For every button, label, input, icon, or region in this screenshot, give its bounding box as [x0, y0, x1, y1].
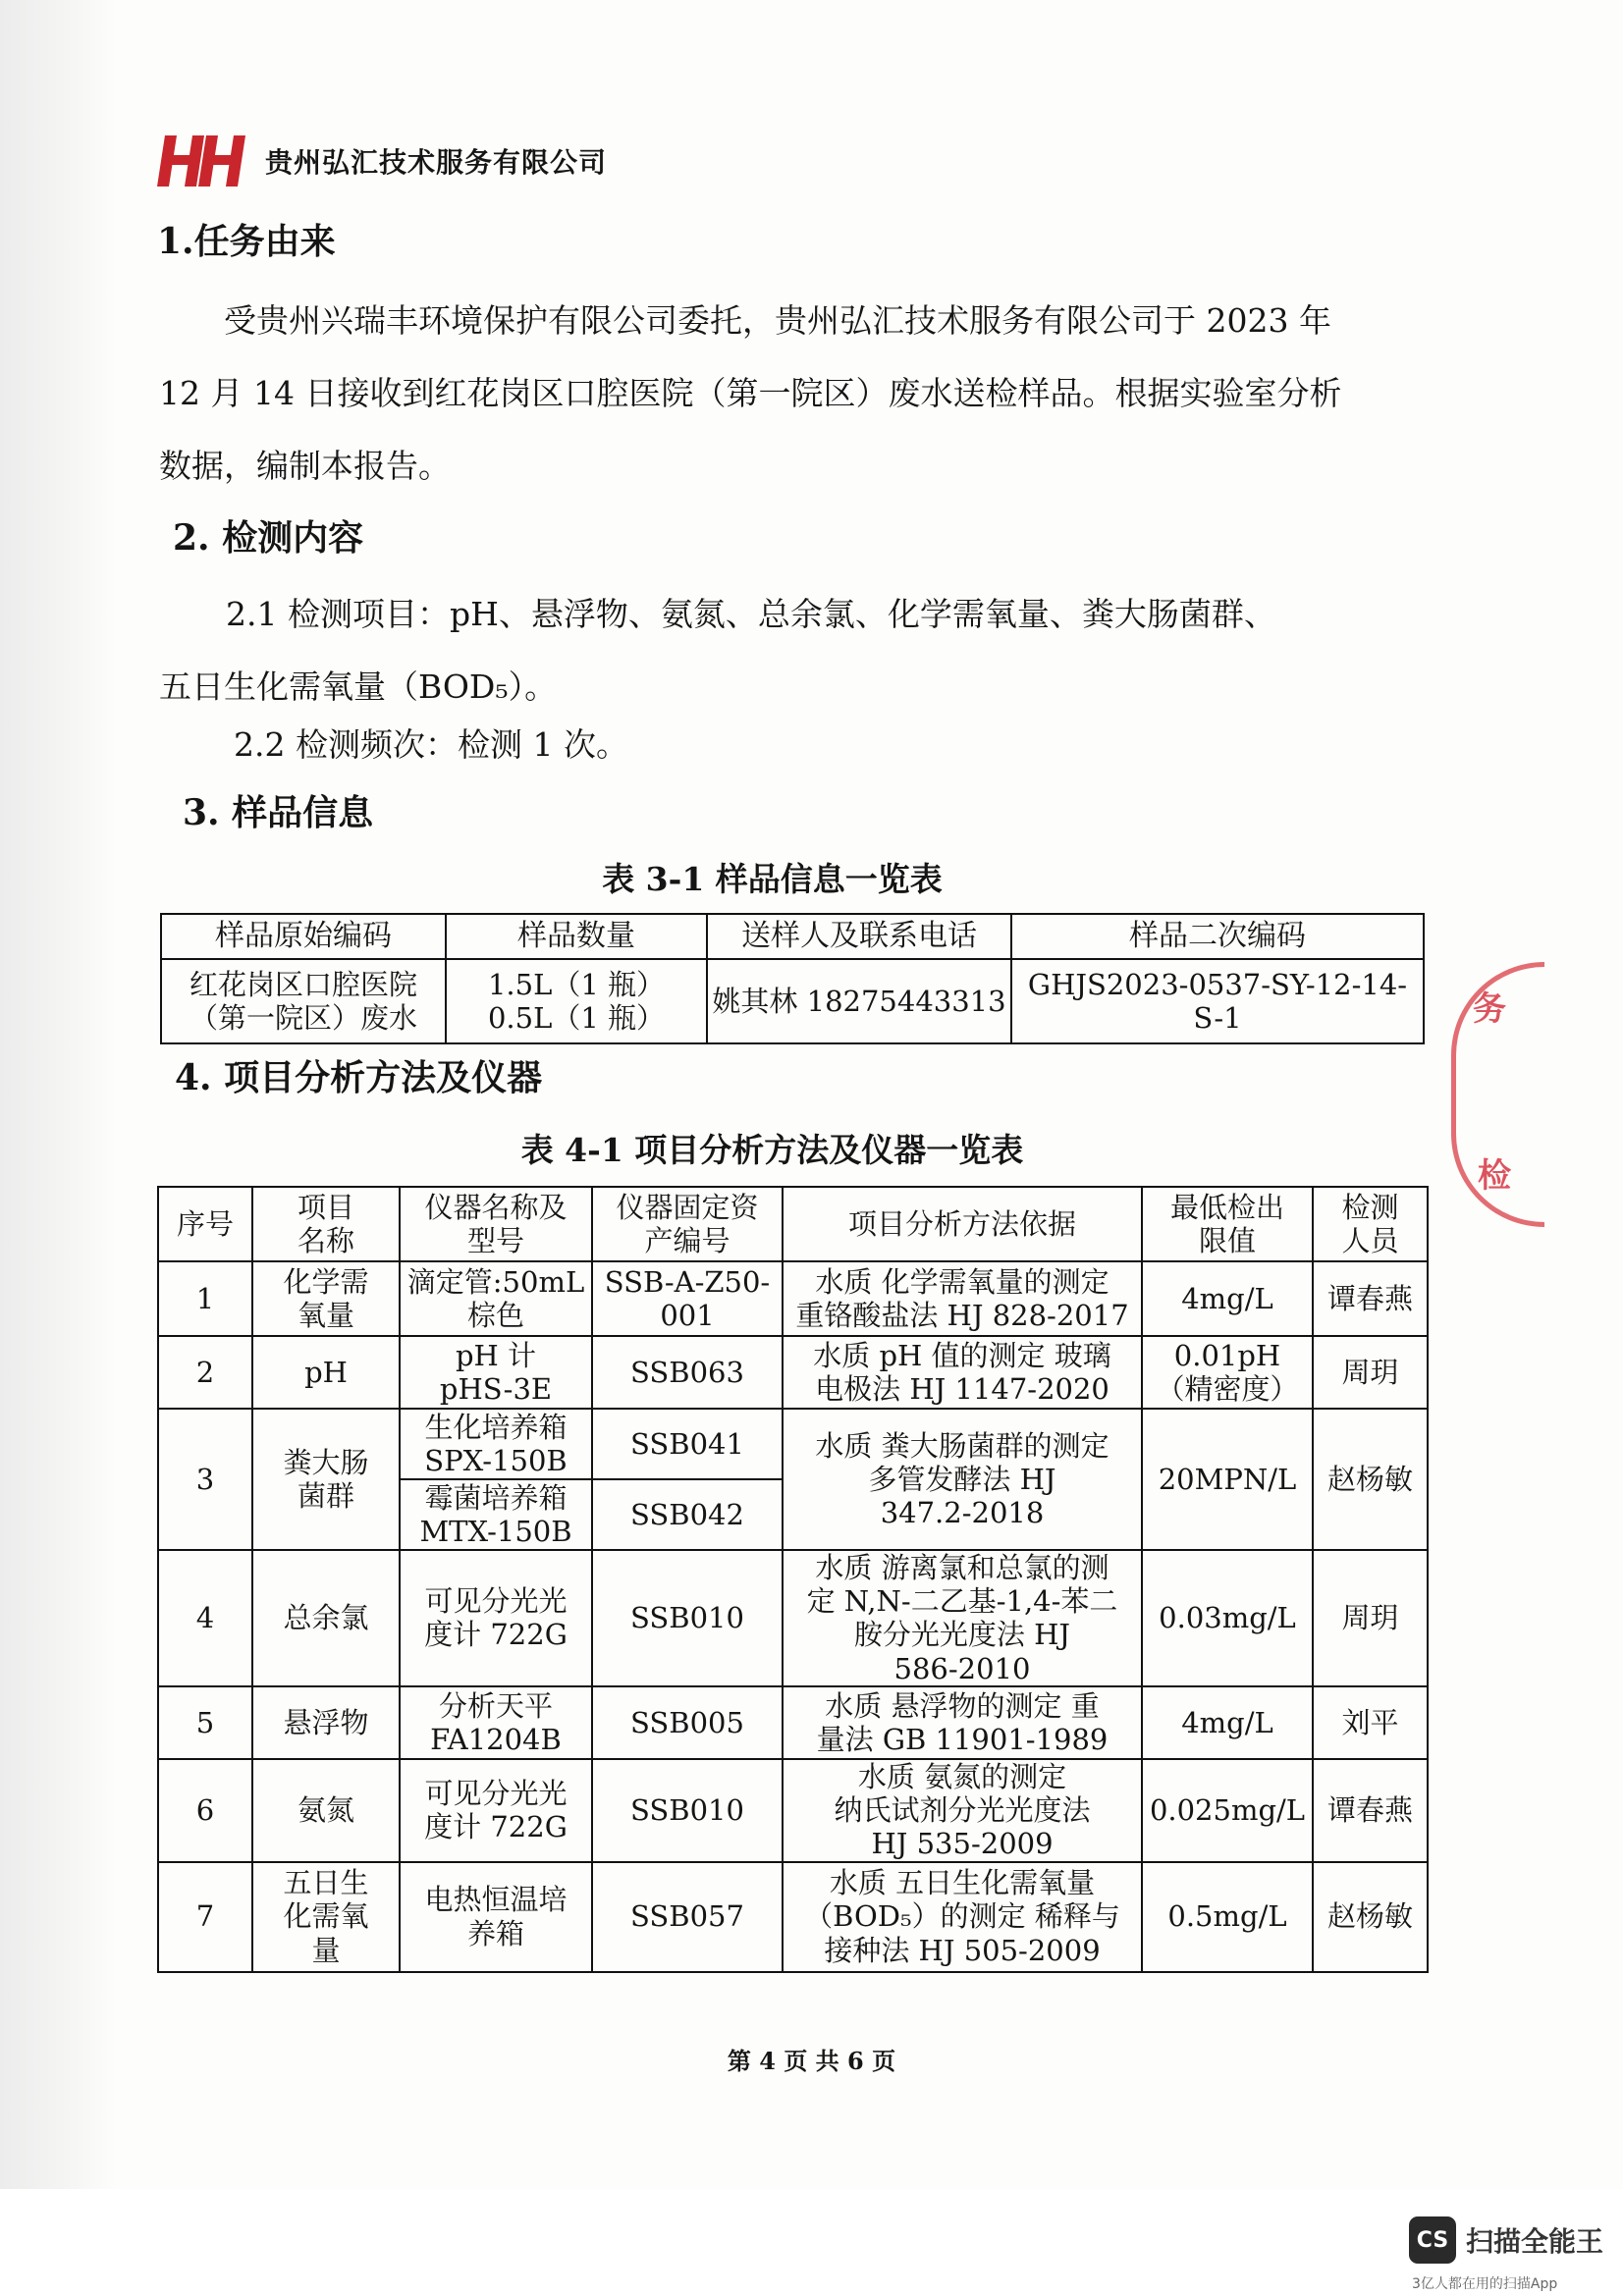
limit-cell: 0.01pH （精密度） — [1142, 1336, 1313, 1409]
item-cell: 化学需 氧量 — [252, 1261, 400, 1336]
instrument-cell: 霉菌培养箱 MTX-150B — [400, 1479, 592, 1550]
table-row — [158, 1409, 1428, 1479]
instrument-cell: 可见分光光 度计 722G — [400, 1759, 592, 1862]
method-cell: 水质 五日生化需氧量 （BOD₅）的测定 稀释与 接种法 HJ 505-2009 — [783, 1862, 1142, 1972]
staff-cell: 周玥 — [1313, 1336, 1428, 1409]
asset-cell: SSB063 — [592, 1336, 783, 1409]
stamp-fragment: 务 — [1473, 989, 1506, 1029]
company-logo-icon — [155, 133, 245, 188]
watermark-tagline: 3亿人都在用的扫描App — [1412, 2276, 1558, 2292]
instrument-cell: 滴定管:50mL 棕色 — [400, 1261, 592, 1336]
staff-cell: 赵杨敏 — [1313, 1409, 1428, 1550]
section-2-title: 2. 检测内容 — [173, 517, 364, 559]
item-cell: 氨氮 — [252, 1759, 400, 1862]
method-cell: 水质 pH 值的测定 玻璃 电极法 HJ 1147-2020 — [783, 1336, 1142, 1409]
instrument-cell: pH 计 pHS-3E — [400, 1336, 592, 1409]
col-original-code: 样品原始编码 — [161, 914, 446, 959]
instrument-cell: 可见分光光 度计 722G — [400, 1550, 592, 1686]
method-cell: 水质 氨氮的测定 纳氏试剂分光光度法 HJ 535-2009 — [783, 1759, 1142, 1862]
seq-cell: 4 — [158, 1550, 252, 1686]
staff-cell: 赵杨敏 — [1313, 1862, 1428, 1972]
section-2-1-line-a: 2.1 检测项目：pH、悬浮物、氨氮、总余氯、化学需氧量、粪大肠菌群、 — [226, 595, 1276, 633]
sender-cell: 姚其林 18275443313 — [707, 959, 1011, 1043]
item-cell: 总余氯 — [252, 1550, 400, 1686]
item-cell: pH — [252, 1336, 400, 1409]
item-cell: 粪大肠 菌群 — [252, 1409, 400, 1550]
asset-cell: SSB041 — [592, 1409, 783, 1479]
asset-cell: SSB057 — [592, 1862, 783, 1972]
asset-cell: SSB-A-Z50- 001 — [592, 1261, 783, 1336]
camscanner-logo-icon: CS — [1409, 2216, 1456, 2264]
instrument-cell: 电热恒温培 养箱 — [400, 1862, 592, 1972]
asset-cell: SSB005 — [592, 1686, 783, 1759]
col-method: 项目分析方法依据 — [783, 1187, 1142, 1261]
method-cell: 水质 悬浮物的测定 重 量法 GB 11901-1989 — [783, 1686, 1142, 1759]
col-quantity: 样品数量 — [446, 914, 707, 959]
table-row — [158, 1686, 1428, 1759]
seq-cell: 3 — [158, 1409, 252, 1550]
section-4-title: 4. 项目分析方法及仪器 — [175, 1057, 543, 1098]
table-header-row — [161, 914, 1424, 959]
limit-cell: 20MPN/L — [1142, 1409, 1313, 1550]
col-staff: 检测 人员 — [1313, 1187, 1428, 1261]
section-2-1-line-b: 五日生化需氧量（BOD₅）。 — [159, 667, 558, 706]
method-cell: 水质 粪大肠菌群的测定 多管发酵法 HJ 347.2-2018 — [783, 1409, 1142, 1550]
table-header-row — [158, 1187, 1428, 1261]
table-row — [161, 959, 1424, 1043]
page-number: 第 4 页 共 6 页 — [727, 2047, 896, 2075]
seq-cell: 6 — [158, 1759, 252, 1862]
method-cell: 水质 游离氯和总氯的测 定 N,N-二乙基-1,4-苯二 胺分光光度法 HJ 586-2010 — [783, 1550, 1142, 1686]
col-item: 项目 名称 — [252, 1187, 400, 1261]
section-1-title: 1.任务由来 — [157, 221, 336, 262]
seq-cell: 7 — [158, 1862, 252, 1972]
col-sender: 送样人及联系电话 — [707, 914, 1011, 959]
seq-cell: 5 — [158, 1686, 252, 1759]
page-margin — [0, 2189, 1623, 2296]
original-code-cell: 红花岗区口腔医院 （第一院区）废水 — [161, 959, 446, 1043]
section-2-2: 2.2 检测频次：检测 1 次。 — [234, 725, 628, 764]
table-row — [158, 1862, 1428, 1972]
asset-cell: SSB010 — [592, 1759, 783, 1862]
table-row — [158, 1336, 1428, 1409]
seq-cell: 1 — [158, 1261, 252, 1336]
item-cell: 悬浮物 — [252, 1686, 400, 1759]
limit-cell: 4mg/L — [1142, 1686, 1313, 1759]
table-row — [158, 1550, 1428, 1686]
section-3-title: 3. 样品信息 — [183, 792, 374, 833]
letterhead — [155, 132, 607, 190]
limit-cell: 0.025mg/L — [1142, 1759, 1313, 1862]
limit-cell: 0.5mg/L — [1142, 1862, 1313, 1972]
sample-info-table — [160, 913, 1425, 1044]
table-3-1-caption: 表 3-1 样品信息一览表 — [602, 860, 943, 898]
limit-cell: 0.03mg/L — [1142, 1550, 1313, 1686]
stamp-fragment: 检 — [1478, 1156, 1511, 1196]
col-instrument: 仪器名称及 型号 — [400, 1187, 592, 1261]
secondary-code-cell: GHJS2023-0537-SY-12-14-S-1 — [1011, 959, 1424, 1043]
col-asset: 仪器固定资 产编号 — [592, 1187, 783, 1261]
scanner-watermark — [1409, 2216, 1603, 2264]
section-1-paragraph: 受贵州兴瑞丰环境保护有限公司委托，贵州弘汇技术服务有限公司于 2023 年 12 月 14 日接收到红花岗区口腔医院（第一院区）废水送检样品。根据实验室分析数据，编制本报告。 — [159, 301, 1342, 485]
col-secondary-code: 样品二次编码 — [1011, 914, 1424, 959]
table-row — [158, 1261, 1428, 1336]
staff-cell: 谭春燕 — [1313, 1759, 1428, 1862]
staff-cell: 谭春燕 — [1313, 1261, 1428, 1336]
instrument-cell: 分析天平 FA1204B — [400, 1686, 592, 1759]
method-cell: 水质 化学需氧量的测定 重铬酸盐法 HJ 828-2017 — [783, 1261, 1142, 1336]
quantity-cell: 1.5L（1 瓶） 0.5L（1 瓶） — [446, 959, 707, 1043]
asset-cell: SSB010 — [592, 1550, 783, 1686]
asset-cell: SSB042 — [592, 1479, 783, 1550]
table-4-1-caption: 表 4-1 项目分析方法及仪器一览表 — [520, 1131, 1024, 1169]
staff-cell: 刘平 — [1313, 1686, 1428, 1759]
col-limit: 最低检出 限值 — [1142, 1187, 1313, 1261]
item-cell: 五日生 化需氧 量 — [252, 1862, 400, 1972]
table-row — [158, 1759, 1428, 1862]
company-name: 贵州弘汇技术服务有限公司 — [265, 146, 608, 179]
limit-cell: 4mg/L — [1142, 1261, 1313, 1336]
staff-cell: 周玥 — [1313, 1550, 1428, 1686]
seq-cell: 2 — [158, 1336, 252, 1409]
method-instrument-table — [157, 1186, 1429, 1973]
watermark-name: 扫描全能王 — [1466, 2225, 1604, 2258]
col-seq: 序号 — [158, 1187, 252, 1261]
instrument-cell: 生化培养箱 SPX-150B — [400, 1409, 592, 1479]
